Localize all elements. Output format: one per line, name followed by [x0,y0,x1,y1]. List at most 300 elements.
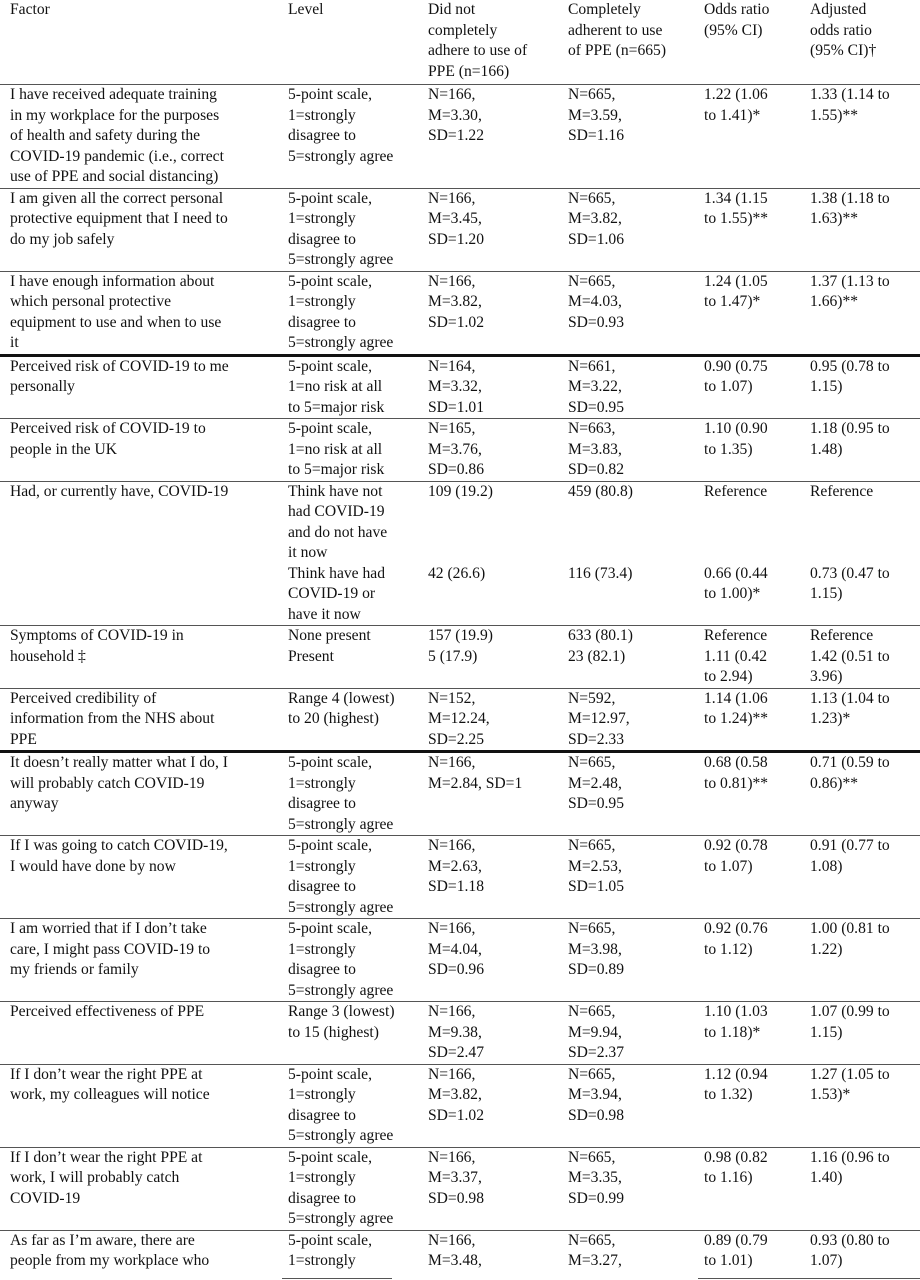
cell-line: 1.22 (1.06 [704,86,768,103]
cell-line: 1=strongly [288,940,356,958]
factor-cell [0,188,286,271]
adherent-cell [566,419,702,482]
odds-ratio-cell [702,419,808,482]
cell-line: N=665, [568,754,616,771]
cell-line: to 0.81)** [704,774,769,792]
cell-line: SD=1.18 [428,878,485,895]
cell-line: 5-point scale, [288,920,373,937]
adjusted-odds-ratio-cell [808,1147,920,1230]
cell-line: SD=0.99 [568,1189,625,1207]
cell-line: SD=0.89 [568,961,625,978]
cell-line: None present [288,627,371,644]
cell-line: M=2.63, [428,857,482,875]
cell-line: M=3.94, [568,1086,622,1103]
cell-line: SD=1.22 [428,127,485,144]
cell-line: N=166, [428,1065,476,1083]
cell-line: 5=strongly agree [288,815,394,833]
cell-line: M=2.84, SD=1 [428,774,523,792]
non-adherent-cell [426,481,566,564]
cell-line: anyway [10,795,59,812]
cell-line: N=665, [568,920,616,937]
cell-line: people in the UK [10,440,117,458]
cell-line: 0.86)** [810,774,859,792]
cell-line: N=166, [428,1003,476,1020]
cell-line: I am given all the correct personal [10,189,224,207]
factor-cell [0,752,286,836]
table-row [0,355,920,419]
adjusted-odds-ratio-cell [808,919,920,1002]
cell-line: 0.93 (0.80 to [810,1231,890,1249]
cell-line: M=2.53, [568,857,622,875]
cell-line: 0.66 (0.44 [704,564,768,582]
cell-line: M=4.04, [428,940,482,958]
cell-line: disagree to [288,230,356,248]
cell-line: COVID-19 or [288,585,376,602]
cell-line: 5-point scale, [288,86,373,103]
cell-line: N=665, [568,1065,616,1083]
cell-line: Perceived risk of COVID-19 to [10,420,206,437]
cell-line: M=2.48, [568,774,622,792]
cell-line: PPE [10,730,37,748]
cell-line: care, I might pass COVID-19 to [10,940,211,958]
non-adherent-cell [426,688,566,752]
cell-line: 5-point scale, [288,357,373,375]
level-cell [286,836,426,919]
adherent-cell [566,355,702,419]
cell-line: have it now [288,605,361,623]
cell-line: personally [10,378,75,395]
cell-line: to 1.41)* [704,106,761,124]
adjusted-odds-ratio-cell [808,271,920,355]
cell-line: 0.91 (0.77 to [810,837,890,854]
cell-line: it [10,334,19,351]
cell-line: 5=strongly agree [288,898,394,916]
cell-line: N=665, [568,86,616,103]
adherent-cell [566,752,702,836]
cell-line: 1.00 (0.81 to [810,920,890,937]
level-cell [286,355,426,419]
cell-line: disagree to [288,961,356,978]
cell-line: 1.48) [810,440,843,458]
cell-line: 5=strongly agree [288,1127,394,1144]
bottom-edge-line [282,1278,392,1279]
cell-line: 1.53)* [810,1086,851,1103]
cell-line: 1=strongly [288,774,356,792]
header-level: Level [286,0,426,85]
factor-cell [0,1230,286,1272]
cell-line: N=166, [428,754,476,771]
cell-line: M=3.82, [428,293,482,310]
cell-line: M=3.59, [568,106,622,124]
factor-cell [0,626,286,689]
level-cell [286,752,426,836]
cell-line: Perceived credibility of [10,689,157,707]
cell-line: M=3.76, [428,440,482,458]
cell-line: Range 3 (lowest) [288,1003,395,1020]
factor-cell [0,1147,286,1230]
cell-line: I would have done by now [10,857,176,875]
cell-line: disagree to [288,313,356,331]
level-cell [286,419,426,482]
cell-line: It doesn’t really matter what I do, I [10,754,228,771]
adherent-cell [566,1230,702,1272]
cell-line: 1.55)** [810,106,859,124]
adjusted-odds-ratio-cell [808,1064,920,1147]
cell-line: 5-point scale, [288,1148,373,1166]
cell-line: to 1.12) [704,940,753,958]
header-non-adherent: Did not completely adhere to use of PPE (n=166) [426,0,566,85]
level-cell [286,1002,426,1065]
adherent-cell [566,919,702,1002]
cell-line: SD=0.98 [568,1106,625,1124]
bottom-edge-line [698,1278,920,1279]
cell-line: Range 4 (lowest) [288,689,395,707]
cell-line: to 15 (highest) [288,1023,379,1041]
cell-line: 0.89 (0.79 [704,1231,768,1249]
adjusted-odds-ratio-cell [808,564,920,626]
adjusted-odds-ratio-cell [808,85,920,189]
cell-line: to 5=major risk [288,398,385,416]
odds-ratio-cell [702,1230,808,1272]
adjusted-odds-ratio-cell [808,1002,920,1065]
odds-ratio-cell [702,271,808,355]
odds-ratio-cell [702,355,808,419]
adherent-cell [566,271,702,355]
cell-line: 42 (26.6) [428,564,486,582]
odds-ratio-cell [702,688,808,752]
odds-ratio-cell [702,1147,808,1230]
cell-line: 1.63)** [810,210,859,227]
table-row [0,919,920,1002]
cell-line: household ‡ [10,647,86,665]
cell-line: 1.18 (0.95 to [810,420,890,437]
cell-line: do my job safely [10,230,115,248]
cell-line: 1.14 (1.06 [704,689,768,707]
cell-line: 23 (82.1) [568,647,626,665]
cell-line: 0.68 (0.58 [704,754,768,771]
factor-cell [0,481,286,564]
level-cell [286,481,426,564]
odds-ratio-cell [702,85,808,189]
cell-line: Reference [810,482,874,500]
level-cell [286,271,426,355]
cell-line: N=665, [568,837,616,854]
adjusted-odds-ratio-cell [808,626,920,689]
cell-line: If I don’t wear the right PPE at [10,1148,203,1166]
non-adherent-cell [426,1147,566,1230]
cell-line: to 1.00)* [704,585,761,602]
adherent-cell [566,688,702,752]
odds-ratio-cell [702,836,808,919]
cell-line: M=12.24, [428,710,490,727]
level-cell [286,626,426,689]
adherent-cell [566,1002,702,1065]
cell-line: to 1.24)** [704,710,769,727]
cell-line: will probably catch COVID-19 [10,774,205,792]
cell-line: Perceived risk of COVID-19 to me [10,357,229,375]
cell-line: to 20 (highest) [288,710,379,727]
cell-line: disagree to [288,127,356,144]
cell-line: M=3.83, [568,440,622,458]
level-cell [286,919,426,1002]
cell-line: to 1.07) [704,378,753,395]
cell-line: COVID-19 pandemic (i.e., correct [10,147,224,165]
factor-cell [0,919,286,1002]
table-row [0,1002,920,1065]
factor-cell [0,688,286,752]
table-row [0,481,920,564]
odds-ratio-cell [702,564,808,626]
cell-line: 1.37 (1.13 to [810,272,890,290]
cell-line: N=592, [568,689,616,707]
header-odds-ratio: Odds ratio (95% CI) [702,0,808,85]
cell-line: 1=strongly [288,210,356,227]
adherent-cell [566,1147,702,1230]
cell-line: 109 (19.2) [428,482,493,500]
cell-line: SD=1.02 [428,1106,485,1124]
adjusted-odds-ratio-cell [808,752,920,836]
level-cell [286,188,426,271]
table-row [0,85,920,189]
cell-line: 5-point scale, [288,754,373,771]
cell-line: to 1.18)* [704,1023,761,1041]
cell-line: equipment to use and when to use [10,313,222,331]
cell-line: N=166, [428,1148,476,1166]
cell-line: 1.66)** [810,293,859,310]
odds-ratio-cell [702,626,808,689]
cell-line: Think have had [288,564,385,582]
cell-line: M=9.94, [568,1023,622,1041]
cell-line: SD=1.16 [568,127,625,144]
factor-cell [0,1002,286,1065]
non-adherent-cell [426,752,566,836]
adjusted-odds-ratio-cell [808,188,920,271]
table-row [0,271,920,355]
cell-line: it now [288,544,328,561]
cell-line: work, I will probably catch [10,1169,180,1186]
header-row [0,0,920,85]
table-body [0,85,920,1272]
adjusted-odds-ratio-cell [808,355,920,419]
table-row [0,752,920,836]
cell-line: 0.95 (0.78 to [810,357,890,375]
cell-line: 0.92 (0.78 [704,837,768,854]
factor-cell [0,355,286,419]
cell-line: N=166, [428,272,476,290]
cell-line: my friends or family [10,961,139,978]
cell-line: COVID-19 [10,1189,81,1207]
cell-line: 5 (17.9) [428,647,478,665]
table-row [0,1064,920,1147]
cell-line: to 1.01) [704,1252,753,1269]
cell-line: I have enough information about [10,272,215,290]
cell-line: 1=strongly [288,857,356,875]
adherent-cell [566,188,702,271]
cell-line: M=3.82, [428,1086,482,1103]
cell-line: N=152, [428,689,476,707]
cell-line: Think have not [288,482,383,500]
cell-line: 1.40) [810,1169,843,1186]
non-adherent-cell [426,564,566,626]
cell-line: N=164, [428,357,476,375]
cell-line: people from my workplace who [10,1252,210,1269]
non-adherent-cell [426,85,566,189]
cell-line: 5=strongly agree [288,251,394,268]
odds-ratio-cell [702,1064,808,1147]
cell-line: SD=0.86 [428,461,485,478]
cell-line: work, my colleagues will notice [10,1086,210,1103]
cell-line: SD=0.98 [428,1189,485,1207]
cell-line: 1.42 (0.51 to [810,647,890,665]
non-adherent-cell [426,836,566,919]
cell-line: of health and safety during the [10,127,201,144]
cell-line: M=3.30, [428,106,482,124]
cell-line: SD=2.25 [428,730,485,748]
cell-line: M=3.27, [568,1252,622,1269]
cell-line: 5=strongly agree [288,981,394,999]
odds-ratio-cell [702,1002,808,1065]
cell-line: disagree to [288,795,356,812]
cell-line: If I was going to catch COVID-19, [10,837,228,854]
cell-line: M=3.37, [428,1169,482,1186]
cell-line: disagree to [288,1189,356,1207]
cell-line: disagree to [288,878,356,895]
cell-line: 5-point scale, [288,189,373,207]
cell-line: Present [288,647,334,665]
adherent-cell [566,85,702,189]
cell-line: M=3.82, [568,210,622,227]
cell-line: SD=2.33 [568,730,625,748]
cell-line: N=166, [428,920,476,937]
cell-line: N=663, [568,420,616,437]
level-cell [286,564,426,626]
cell-line: SD=0.95 [568,795,625,812]
cell-line: 5=strongly agree [288,1210,394,1227]
cell-line: 1=strongly [288,293,356,310]
cell-line: to 1.55)** [704,210,769,227]
cell-line: 5=strongly agree [288,334,394,351]
cell-line: 1.24 (1.05 [704,272,768,290]
cell-line: 1.15) [810,378,843,395]
cell-line: 1.10 (1.03 [704,1003,768,1020]
cell-line: M=4.03, [568,293,622,310]
cell-line: disagree to [288,1106,356,1124]
cell-line: to 1.07) [704,857,753,875]
cell-line: 1.08) [810,857,843,875]
cell-line: 5-point scale, [288,420,373,437]
cell-line: to 1.16) [704,1169,753,1186]
odds-ratio-cell [702,188,808,271]
cell-line: SD=0.82 [568,461,625,478]
adherent-cell [566,836,702,919]
cell-line: SD=1.02 [428,313,485,331]
cell-line: 1.10 (0.90 [704,420,768,437]
non-adherent-cell [426,1230,566,1272]
table-row [0,188,920,271]
adjusted-odds-ratio-cell [808,1230,920,1272]
level-cell [286,1064,426,1147]
cell-line: 1=no risk at all [288,440,383,458]
cell-line: SD=2.47 [428,1044,485,1061]
cell-line: 1.15) [810,585,843,602]
cell-line: I am worried that if I don’t take [10,920,207,937]
cell-line: 1.07 (0.99 to [810,1003,890,1020]
cell-line: to 1.32) [704,1086,753,1103]
cell-line: N=166, [428,189,476,207]
cell-line: M=9.38, [428,1023,482,1041]
adjusted-odds-ratio-cell [808,688,920,752]
cell-line: 459 (80.8) [568,482,633,500]
cell-line: to 5=major risk [288,461,385,478]
factor-cell [0,1064,286,1147]
cell-line: 1.07) [810,1252,843,1269]
adherent-cell [566,481,702,564]
non-adherent-cell [426,419,566,482]
cell-line: N=166, [428,837,476,854]
level-cell [286,1147,426,1230]
odds-ratio-cell [702,752,808,836]
adherent-cell [566,564,702,626]
cell-line: SD=0.95 [568,398,625,416]
table-row [0,626,920,689]
cell-line: Reference [704,482,768,500]
cell-line: N=665, [568,1231,616,1249]
cell-line: SD=1.01 [428,398,485,416]
factor-cell [0,564,286,626]
cell-line: 5=strongly agree [288,147,394,165]
cell-line: 116 (73.4) [568,564,633,582]
level-cell [286,1230,426,1272]
cell-line: SD=1.06 [568,230,625,248]
cell-line: 5-point scale, [288,1231,373,1249]
factor-cell [0,836,286,919]
cell-line: in my workplace for the purposes [10,106,220,124]
cell-line: 5-point scale, [288,837,373,854]
cell-line: SD=0.93 [568,313,625,331]
cell-line: N=166, [428,1231,476,1249]
cell-line: Reference [810,627,874,644]
cell-line: 1.38 (1.18 to [810,189,890,207]
header-adherent: Completely adherent to use of PPE (n=665) [566,0,702,85]
cell-line: 1=strongly [288,1169,356,1186]
cell-line: information from the NHS about [10,710,215,727]
cell-line: Symptoms of COVID-19 in [10,627,184,644]
header-adjusted-odds-ratio: Adjusted odds ratio (95% CI)† [808,0,920,85]
cell-line: M=3.98, [568,940,622,958]
cell-line: 1.15) [810,1023,843,1041]
cell-line: 5-point scale, [288,1065,373,1083]
cell-line: to 1.35) [704,440,753,458]
cell-line: As far as I’m aware, there are [10,1231,195,1249]
cell-line: protective equipment that I need to [10,210,228,227]
factor-cell [0,85,286,189]
cell-line: 633 (80.1) [568,627,633,644]
cell-line: 1.13 (1.04 to [810,689,890,707]
cell-line: 0.71 (0.59 to [810,754,890,771]
non-adherent-cell [426,919,566,1002]
cell-line: N=665, [568,272,616,290]
non-adherent-cell [426,1002,566,1065]
table-row [0,1147,920,1230]
cell-line: N=661, [568,357,616,375]
cell-line: 0.73 (0.47 to [810,564,890,582]
table-row [0,836,920,919]
cell-line: Reference [704,627,768,644]
table-row [0,564,920,626]
header-factor: Factor [0,0,286,85]
cell-line: 0.90 (0.75 [704,357,768,375]
cell-line: 0.92 (0.76 [704,920,768,937]
